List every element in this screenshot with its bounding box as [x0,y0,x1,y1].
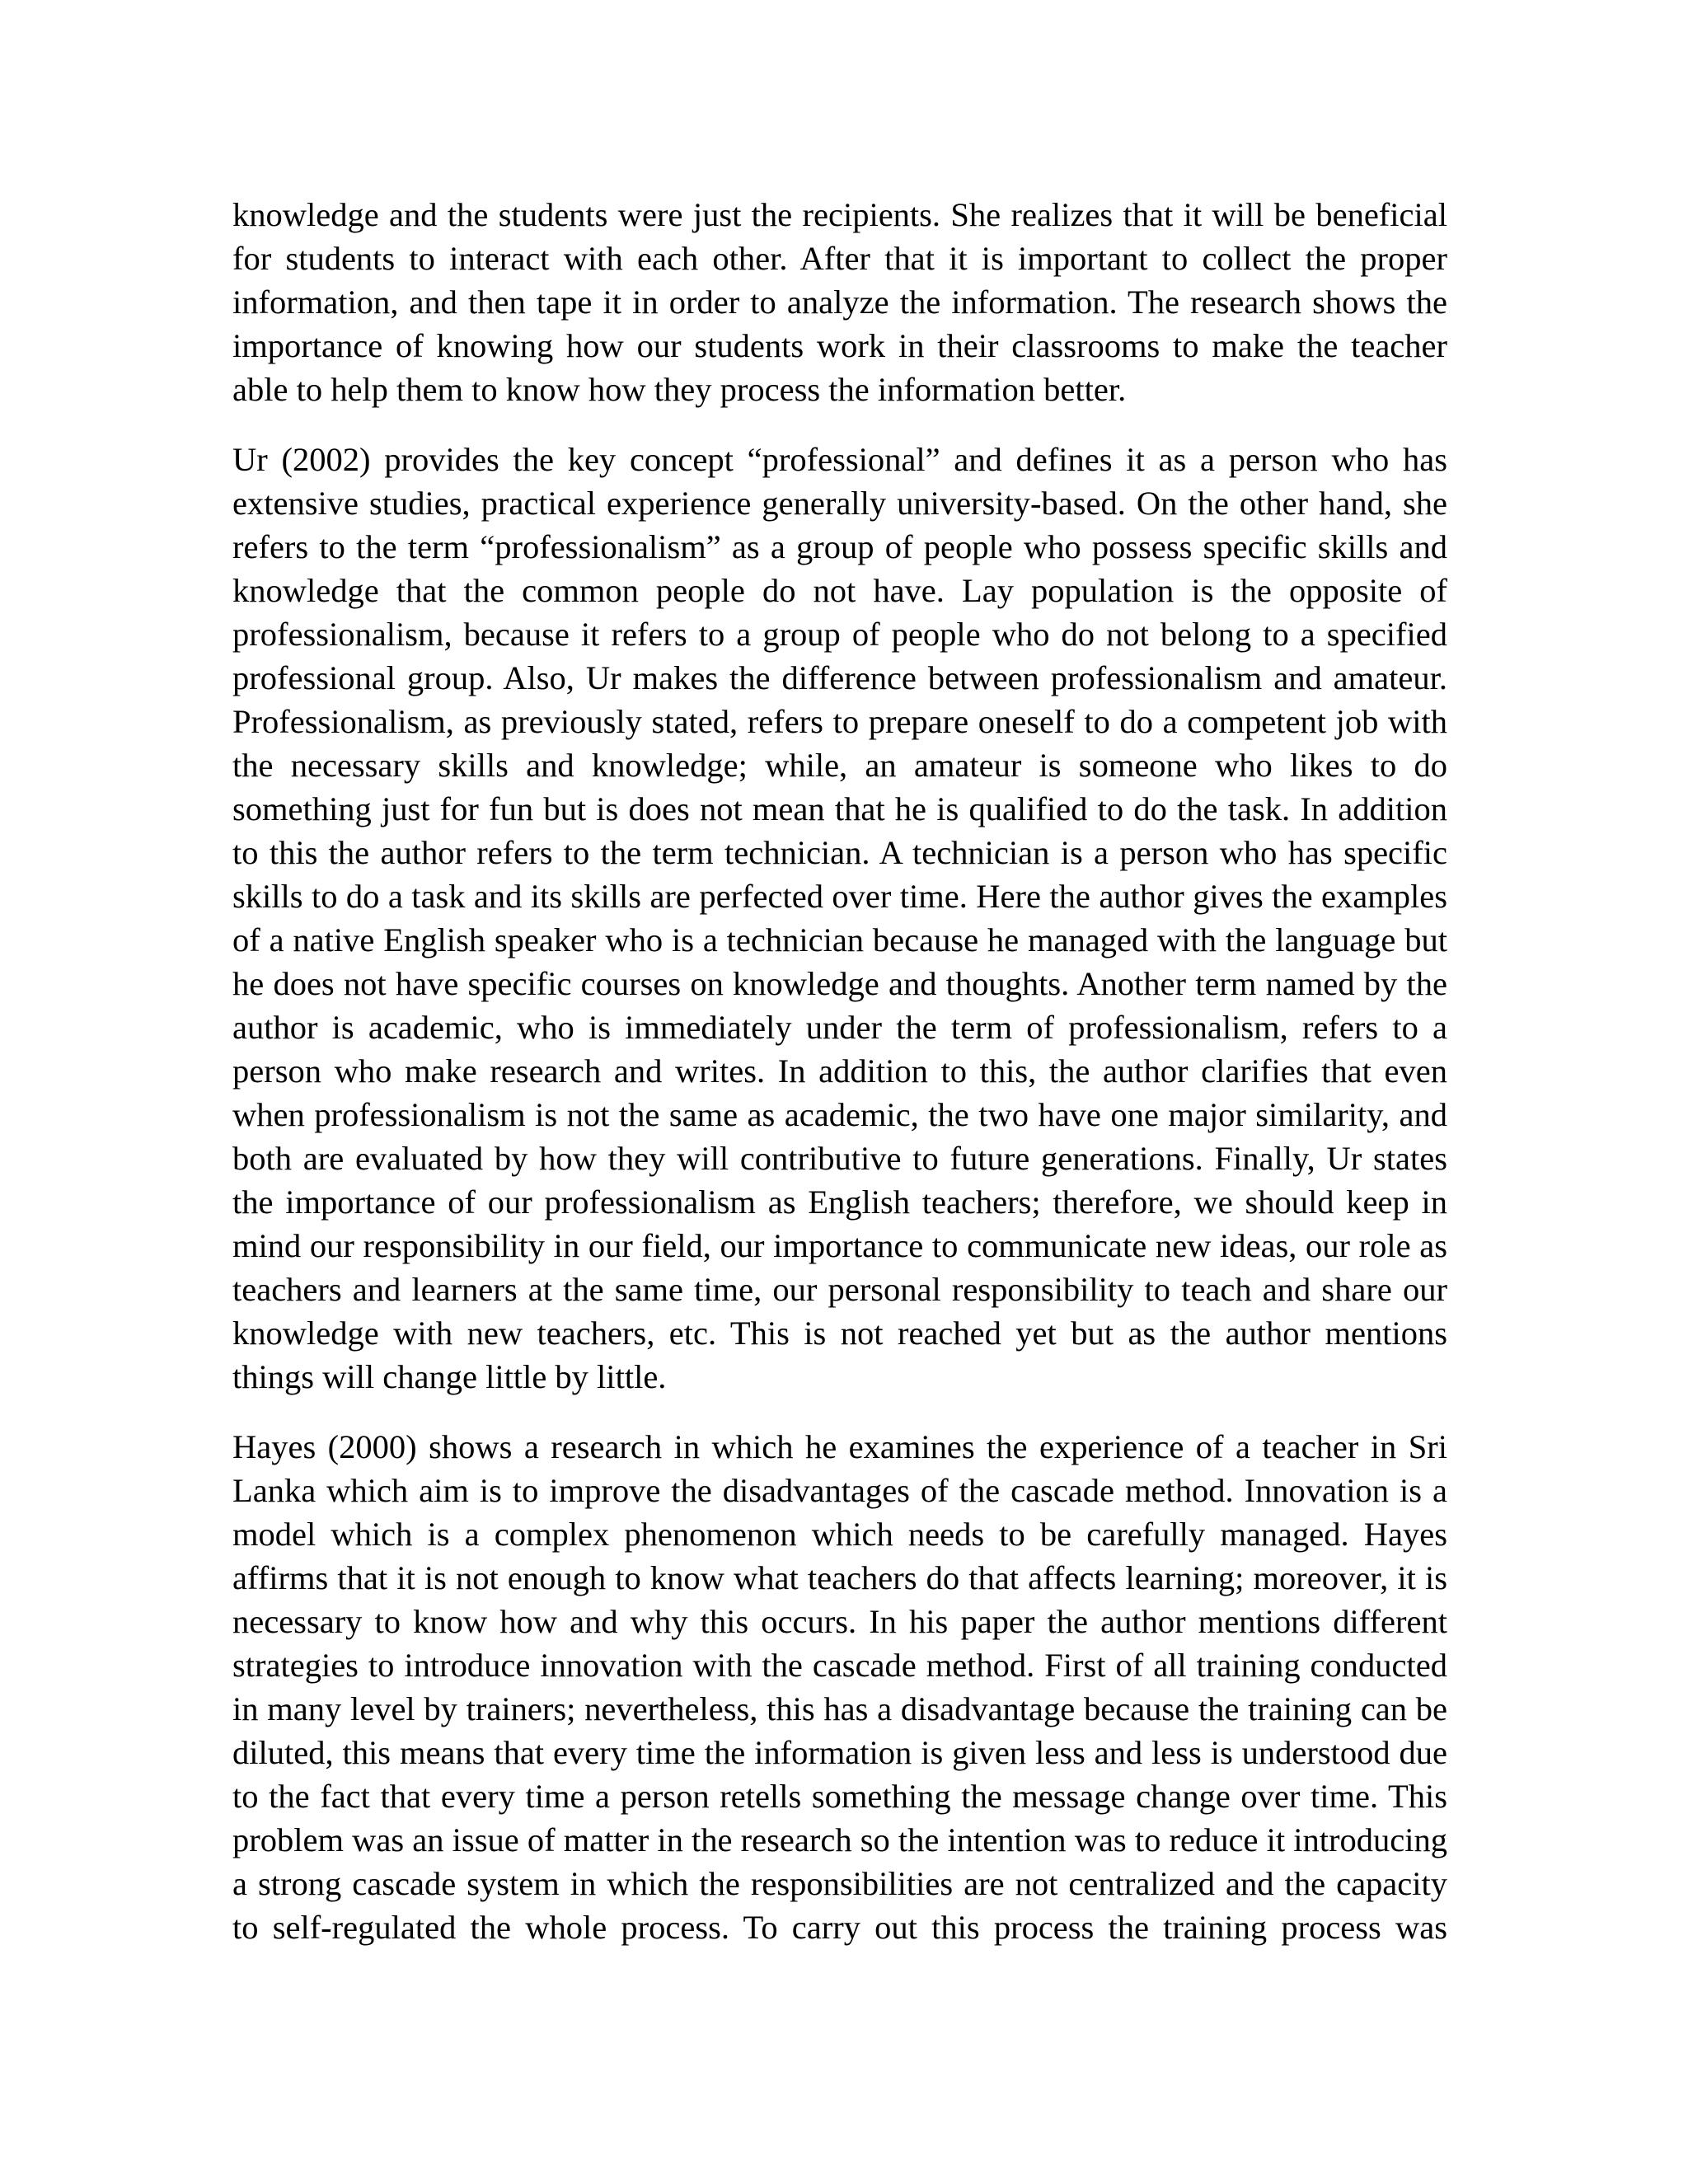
body-text [232,193,1447,1975]
paragraph-3: Hayes (2000) shows a research in which he examines the experience of a teacher in Sri Lanka which aim is to improve the disadvantages of the cascade method. Innovation is a model which is a complex phenomenon which needs to be carefully managed. Hayes affirms that it is not enough to know what teachers do that affects learning; moreover, it is necessary to know how and why this occurs. In his paper the author mentions different strategies to introduce innovation with the cascade method. First of all training conducted in many level by trainers; nevertheless, this has a disadvantage because the training can be diluted, this means that every time the information is given less and less is understood due to the fact that every time a person retells something the message change over time. This problem was an issue of matter in the research so the intention was to reduce it introducing a strong cascade system in which the responsibilities are not centralized and the capacity to self-regulated the whole process. To carry out this process the training process was [232,1428,1447,1946]
paragraph-2: Ur (2002) provides the key concept “professional” and defines it as a person who has extensive studies, practical experience generally university-based. On the other hand, she refers to the term “professionalism” as a group of people who possess specific skills and knowledge that the common people do not have. Lay population is the opposite of professionalism, because it refers to a group of people who do not belong to a specified professional group. Also, Ur makes the difference between professionalism and amateur. Professionalism, as previously stated, refers to prepare oneself to do a competent job with the necessary skills and knowledge; while, an amateur is someone who likes to do something just for fun but is does not mean that he is qualified to do the task. In addition to this the author refers to the term technician. A technician is a person who has specific skills to do a task and its skills are perfected over time. Here the author gives the examples of a native English speaker who is a technician because he managed with the language but he does not have specific courses on knowledge and thoughts. Another term named by the author is academic, who is immediately under the term of professionalism, refers to a person who make research and writes. In addition to this, the author clarifies that even when professionalism is not the same as academic, the two have one major similarity, and both are evaluated by how they will contributive to future generations. Finally, Ur states the importance of our professionalism as English teachers; therefore, we should keep in mind our responsibility in our field, our importance to communicate new ideas, our role as teachers and learners at the same time, our personal responsibility to teach and share our knowledge with new teachers, etc. This is not reached yet but as the author mentions things will change little by little. [232,441,1447,1395]
paragraph-1: knowledge and the students were just the recipients. She realizes that it will be beneficial for students to interact with each other. After that it is important to collect the proper information, and then tape it in order to analyze the information. The research shows the importance of knowing how our students work in their classrooms to make the teacher able to help them to know how they process the information better. [232,196,1447,408]
